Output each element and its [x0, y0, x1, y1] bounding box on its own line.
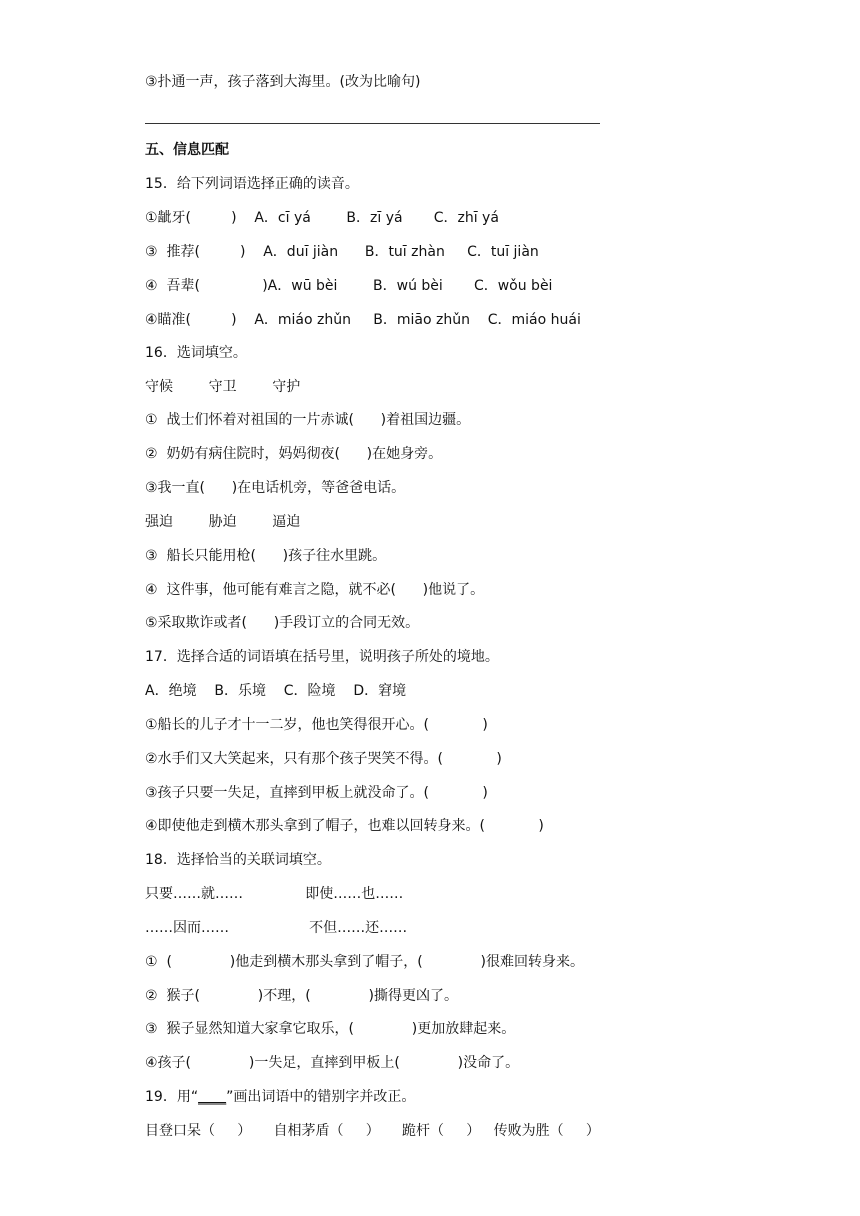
q17-options: A．绝境 B．乐境 C．险境 D．窘境 — [145, 683, 407, 699]
q16-item: ② 奶奶有病住院时，妈妈彻夜( )在她身旁。 — [145, 446, 443, 462]
q16-item: ③ 船长只能用枪( )孩子往水里跳。 — [145, 548, 387, 564]
q17-item: ④即使他走到横木那头拿到了帽子，也难以回转身来。( ) — [145, 818, 544, 834]
q19-underline-mark: ____ — [198, 1089, 227, 1105]
q14-item-3: ③扑通一声，孩子落到大海里。(改为比喻句) — [145, 74, 421, 90]
section-title: 五、信息匹配 — [145, 142, 229, 158]
q18-item: ① ( )他走到横木那头拿到了帽子，( )很难回转身来。 — [145, 954, 585, 970]
q17-item: ①船长的儿子才十一二岁，他也笑得很开心。( ) — [145, 717, 488, 733]
q16-item: ③我一直( )在电话机旁，等爸爸电话。 — [145, 480, 406, 496]
q15-prompt: 15．给下列词语选择正确的读音。 — [145, 176, 359, 192]
q16-item: ④ 这件事，他可能有难言之隐，就不必( )他说了。 — [145, 582, 485, 598]
q19-prompt-before: 19．用“ — [145, 1089, 199, 1105]
q18-conjunctions: ……因而…… 不但……还…… — [145, 920, 408, 936]
q17-prompt: 17．选择合适的词语填在括号里，说明孩子所处的境地。 — [145, 649, 499, 665]
q16-prompt: 16．选词填空。 — [145, 345, 247, 361]
q19-prompt — [145, 1087, 415, 1107]
q15-item: ④ 吾辈( )A．wū bèi B．wú bèi C．wǒu bèi — [145, 278, 553, 294]
q17-item: ②水手们又大笑起来，只有那个孩子哭笑不得。( ) — [145, 751, 502, 767]
q18-item: ② 猴子( )不理，( )撕得更凶了。 — [145, 988, 459, 1004]
q18-item: ③ 猴子显然知道大家拿它取乐，( )更加放肆起来。 — [145, 1021, 516, 1037]
q16-word-group: 守候 守卫 守护 — [145, 379, 301, 395]
q18-conjunctions: 只要……就…… 即使……也…… — [145, 886, 404, 902]
q15-item: ③ 推荐( ) A．duī jiàn B．tuī zhàn C．tuī jiàn — [145, 244, 539, 260]
q16-item: ① 战士们怀着对祖国的一片赤诚( )着祖国边疆。 — [145, 412, 471, 428]
q18-prompt: 18．选择恰当的关联词填空。 — [145, 852, 331, 868]
q15-item: ①龇牙( ) A．cī yá B．zī yá C．zhī yá — [145, 210, 499, 226]
q16-item: ⑤采取欺诈或者( )手段订立的合同无效。 — [145, 615, 420, 631]
q19-items: 目登口呆（ ） 自相茅盾（ ） 跪杆（ ） 传败为胜（ ） — [145, 1123, 600, 1139]
q16-word-group: 强迫 胁迫 逼迫 — [145, 514, 301, 530]
q17-item: ③孩子只要一失足，直摔到甲板上就没命了。( ) — [145, 785, 488, 801]
q19-prompt-after: ”画出词语中的错别字并改正。 — [226, 1089, 416, 1105]
q15-item: ④瞄准( ) A．miáo zhǔn B．miāo zhǔn C．miáo huái — [145, 312, 581, 328]
answer-line[interactable] — [145, 123, 600, 124]
q18-item: ④孩子( )一失足，直摔到甲板上( )没命了。 — [145, 1055, 520, 1071]
